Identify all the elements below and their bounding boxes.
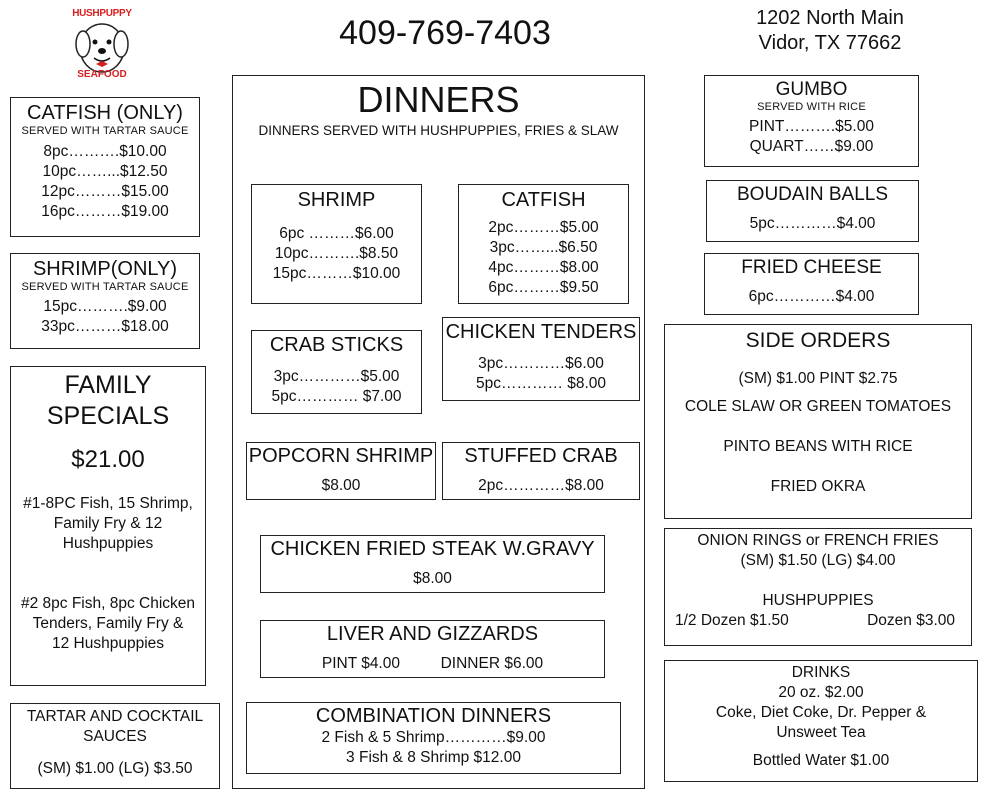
list-item: 2 Fish & 5 Shrimp…………$9.00 (321, 729, 546, 746)
list-item: 10pc……...$12.50 (42, 163, 168, 180)
list-item: 10pc……….$8.50 (274, 245, 399, 262)
list-item: 12pc………$15.00 (41, 183, 169, 200)
logo (66, 6, 138, 82)
list-item: 16pc………$19.00 (41, 203, 169, 220)
list-item: Hushpuppies (62, 535, 154, 552)
list-item: 3pc…………$6.00 (478, 355, 604, 372)
list-item: 4pc………$8.00 (488, 259, 599, 276)
popcorn-shrimp-box (246, 442, 436, 500)
onion-rings-title: ONION RINGS or FRENCH FRIES (697, 532, 939, 549)
drinks-box (664, 660, 978, 782)
drinks-title: DRINKS (791, 664, 851, 681)
boudain-box (706, 180, 919, 242)
list-item: 12 Hushpuppies (51, 635, 165, 652)
boudain-price: 5pc…………$4.00 (749, 215, 876, 232)
fried-cheese-price: 6pc…………$4.00 (748, 288, 875, 305)
liver-gizzards-pint: PINT $4.00 (321, 655, 400, 672)
list-item: 6pc ………$6.00 (279, 225, 394, 242)
shrimp-dinner-box (251, 184, 422, 304)
chicken-fried-steak-price: $8.00 (413, 570, 452, 587)
logo-bottom-text: SEAFOOD (77, 69, 127, 80)
shrimp-only-title: SHRIMP(ONLY) (32, 258, 178, 280)
list-item: 3 Fish & 8 Shrimp $12.00 (346, 749, 521, 766)
tartar-title-2: SAUCES (83, 728, 147, 745)
combination-title: COMBINATION DINNERS (315, 705, 552, 727)
gumbo-title: GUMBO (775, 79, 848, 100)
dinners-subtitle: DINNERS SERVED WITH HUSHPUPPIES, FRIES & SLAW (258, 123, 619, 138)
list-item: 33pc………$18.00 (41, 318, 169, 335)
list-item: QUART……$9.00 (749, 138, 874, 155)
side-orders-box (664, 324, 972, 519)
catfish-only-subtitle: SERVED WITH TARTAR SAUCE (21, 125, 189, 137)
chicken-tenders-box (442, 317, 640, 401)
list-item: Coke, Diet Coke, Dr. Pepper & (715, 704, 927, 721)
catfish-dinner-title: CATFISH (501, 189, 586, 211)
dinners-box (232, 75, 645, 789)
catfish-only-box (10, 97, 200, 237)
list-item: FRIED OKRA (770, 478, 866, 495)
tartar-box (10, 703, 220, 789)
hushpuppies-title: HUSHPUPPIES (762, 592, 874, 609)
family-specials-box (10, 366, 206, 686)
address-line-2: Vidor, TX 77662 (758, 32, 902, 54)
list-item: PINT……….$5.00 (749, 118, 874, 135)
logo-top-text: HUSHPUPPY (72, 8, 132, 19)
drinks-size: 20 oz. $2.00 (778, 684, 864, 701)
list-item: #2 8pc Fish, 8pc Chicken (20, 595, 196, 612)
phone-number: 409-769-7403 (339, 14, 551, 52)
side-orders-title: SIDE ORDERS (745, 329, 891, 352)
list-item: 2pc………$5.00 (488, 219, 599, 236)
family-specials-title-1: FAMILY (64, 371, 152, 399)
combination-box (246, 702, 621, 774)
popcorn-shrimp-price: $8.00 (321, 477, 361, 494)
popcorn-shrimp-title: POPCORN SHRIMP (248, 445, 434, 467)
chicken-fried-steak-box (260, 535, 605, 593)
liver-gizzards-title: LIVER AND GIZZARDS (326, 623, 539, 645)
liver-gizzards-box (260, 620, 605, 678)
boudain-title: BOUDAIN BALLS (737, 184, 888, 205)
tartar-price: (SM) $1.00 (LG) $3.50 (37, 760, 193, 777)
list-item: 6pc………$9.50 (488, 279, 599, 296)
list-item: COLE SLAW OR GREEN TOMATOES (684, 398, 952, 415)
list-item: 5pc………… $7.00 (271, 388, 402, 405)
family-specials-title-2: SPECIALS (46, 402, 170, 430)
hushpuppies-dozen: Dozen $3.00 (867, 612, 955, 629)
hushpuppies-half-dozen: 1/2 Dozen $1.50 (675, 612, 789, 629)
shrimp-only-subtitle: SERVED WITH TARTAR SAUCE (21, 281, 189, 293)
stuffed-crab-title: STUFFED CRAB (464, 445, 618, 467)
stuffed-crab-box (442, 442, 640, 500)
list-item: Family Fry & 12 (53, 515, 163, 532)
dinners-title: DINNERS (357, 79, 520, 120)
drinks-water: Bottled Water $1.00 (752, 752, 890, 769)
crab-sticks-title: CRAB STICKS (269, 334, 404, 356)
gumbo-subtitle: SERVED WITH RICE (757, 101, 866, 113)
list-item: 3pc…………$5.00 (273, 368, 400, 385)
catfish-dinner-box (458, 184, 629, 304)
tartar-title-1: TARTAR AND COCKTAIL (26, 708, 204, 725)
address-line-1: 1202 North Main (756, 7, 904, 29)
list-item: 8pc……….$10.00 (43, 143, 167, 160)
address (735, 6, 925, 56)
stuffed-crab-price: 2pc…………$8.00 (478, 477, 604, 494)
fried-cheese-box (704, 253, 919, 315)
shrimp-dinner-title: SHRIMP (297, 189, 376, 211)
gumbo-box (704, 75, 919, 167)
list-item: 15pc………$10.00 (272, 265, 401, 282)
list-item: Unsweet Tea (776, 724, 866, 741)
list-item: 3pc……...$6.50 (489, 239, 598, 256)
onion-rings-price: (SM) $1.50 (LG) $4.00 (740, 552, 896, 569)
list-item: Tenders, Family Fry & (32, 615, 184, 632)
list-item: 5pc………… $8.00 (475, 375, 607, 392)
chicken-tenders-title: CHICKEN TENDERS (445, 321, 637, 343)
shrimp-only-box (10, 253, 200, 349)
catfish-only-title: CATFISH (ONLY) (27, 102, 183, 124)
list-item: 15pc……….$9.00 (43, 298, 167, 315)
side-orders-price: (SM) $1.00 PINT $2.75 (738, 370, 898, 387)
fried-cheese-title: FRIED CHEESE (741, 257, 882, 278)
family-specials-price: $21.00 (71, 446, 145, 473)
onion-rings-box (664, 528, 972, 646)
crab-sticks-box (251, 330, 422, 414)
list-item: #1-8PC Fish, 15 Shrimp, (23, 495, 193, 512)
liver-gizzards-dinner: DINNER $6.00 (440, 655, 544, 672)
chicken-fried-steak-title: CHICKEN FRIED STEAK W.GRAVY (270, 538, 595, 560)
list-item: PINTO BEANS WITH RICE (723, 438, 913, 455)
